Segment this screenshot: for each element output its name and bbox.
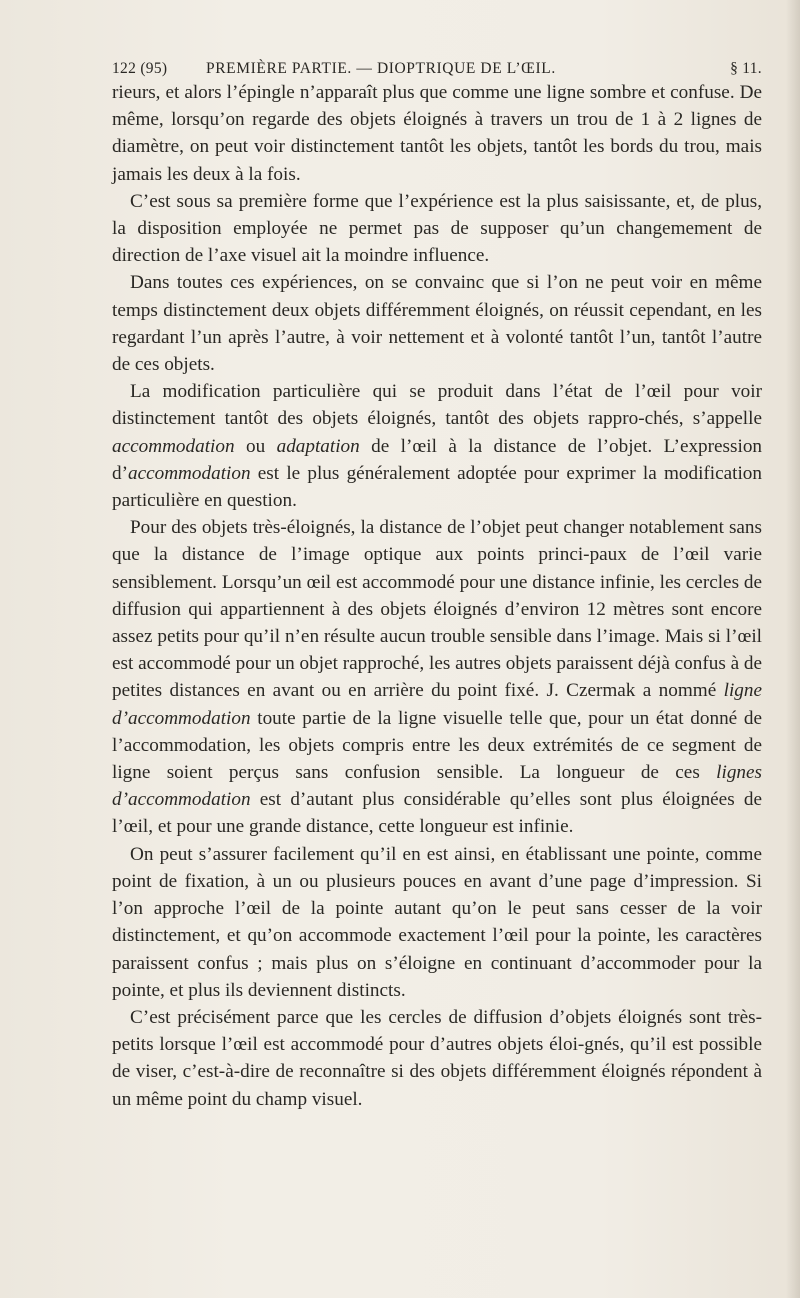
italic-term: accommodation (127, 462, 251, 484)
text-run: C’est précisément parce que les cercles de diffusion d’objets éloignés sont très-petits lorsque l’œil est accommodé pour d’autres objets éloi-gnés, qu’il est possible de viser, c’est-à-dire de reconnaître si des objets différemment éloignés répondent à un même point du champ visuel. (112, 1006, 762, 1110)
paragraph-3 (112, 269, 762, 378)
paragraph-2 (112, 188, 762, 270)
section-marker: § 11. (730, 60, 762, 77)
running-title: PREMIÈRE PARTIE. — DIOPTRIQUE DE L’ŒIL. (206, 60, 556, 77)
page-edge-shadow (786, 0, 800, 1298)
text-run: de l’œil à la distance de l’objet. L’expression d’ (112, 435, 763, 484)
text-run: ou (234, 435, 277, 457)
text-run: est le plus généralement adoptée pour exprimer la modification particulière en question. (112, 462, 762, 512)
italic-term: lignes d’accommodation (112, 762, 762, 811)
text-run: C’est sous sa première forme que l’expérience est la plus saisissante, et, de plus, la disposition employée ne permet pas de supposer qu’un changemement de direction de l’axe visuel ait la moindre influence. (112, 190, 762, 267)
italic-term: adaptation (276, 435, 360, 457)
text-run: toute partie de la ligne visuelle telle que, pour un état donné de l’accommodation, les objets compris entre les deux extrémités de ce segment de ligne soient perçus sans confusion sensible. La longueur de ces (112, 707, 762, 784)
text-run: rieurs, et alors l’épingle n’apparaît plus que comme une ligne sombre et confuse. De même, lorsqu’on regarde des objets éloignés à travers un trou de 1 à 2 lignes de diamètre, on peut voir distinctement tantôt les objets, tantôt les bords du trou, mais jamais les deux à la fois. (112, 82, 762, 185)
paragraph-4 (112, 378, 762, 514)
text-run: On peut s’assurer facilement qu’il en est ainsi, en établissant une pointe, comme point de fixation, à un ou plusieurs pouces en avant d’une page d’impression. Si l’on approche l’œil de la pointe autant qu’on le peut sans cesser de la voir distinctement, et qu’on accommode exactement l’œil pour la pointe, les caractères paraissent confus ; mais plus on s’éloigne en continuant d’accommoder pour la pointe, et plus ils deviennent distincts. (112, 843, 762, 1001)
body-text (112, 79, 762, 1113)
paragraph-1 (112, 79, 762, 188)
page-number: 122 (95) (112, 60, 168, 77)
paragraph-5 (112, 514, 762, 840)
text-run: La modification particulière qui se produit dans l’état de l’œil pour voir distinctement tantôt des objets éloignés, tantôt des objets rappro-chés, s’appelle (112, 381, 762, 430)
italic-term: ligne d’accommodation (112, 680, 762, 729)
italic-term: accommodation (112, 435, 235, 457)
text-run: est d’autant plus considérable qu’elles sont plus éloignées de l’œil, et pour une grande distance, cette longueur est infinie. (112, 789, 762, 838)
text-run: Pour des objets très-éloignés, la distance de l’objet peut changer notablement sans que la distance de l’image optique aux points princi-paux de l’œil varie sensiblement. Lorsqu’un œil est accommodé pour une distance infinie, les cercles de diffusion qui appartiennent à des objets éloignés d’environ 12 mètres sont encore assez petits pour qu’il n’en résulte aucun trouble sensible dans l’image. Mais si l’œil est accommodé pour un objet rapproché, les autres objets paraissent déjà confus à de petites distances en avant ou en arrière du point fixé. J. Czermak a nommé (112, 517, 763, 702)
paragraph-6 (112, 841, 762, 1004)
paragraph-7 (112, 1004, 762, 1113)
text-run: Dans toutes ces expériences, on se convainc que si l’on ne peut voir en même temps distinctement deux objets différemment éloignés, on réussit cependant, en les regardant l’un après l’autre, à voir nettement et à volonté tantôt l’un, tantôt l’autre de ces objets. (112, 272, 762, 376)
